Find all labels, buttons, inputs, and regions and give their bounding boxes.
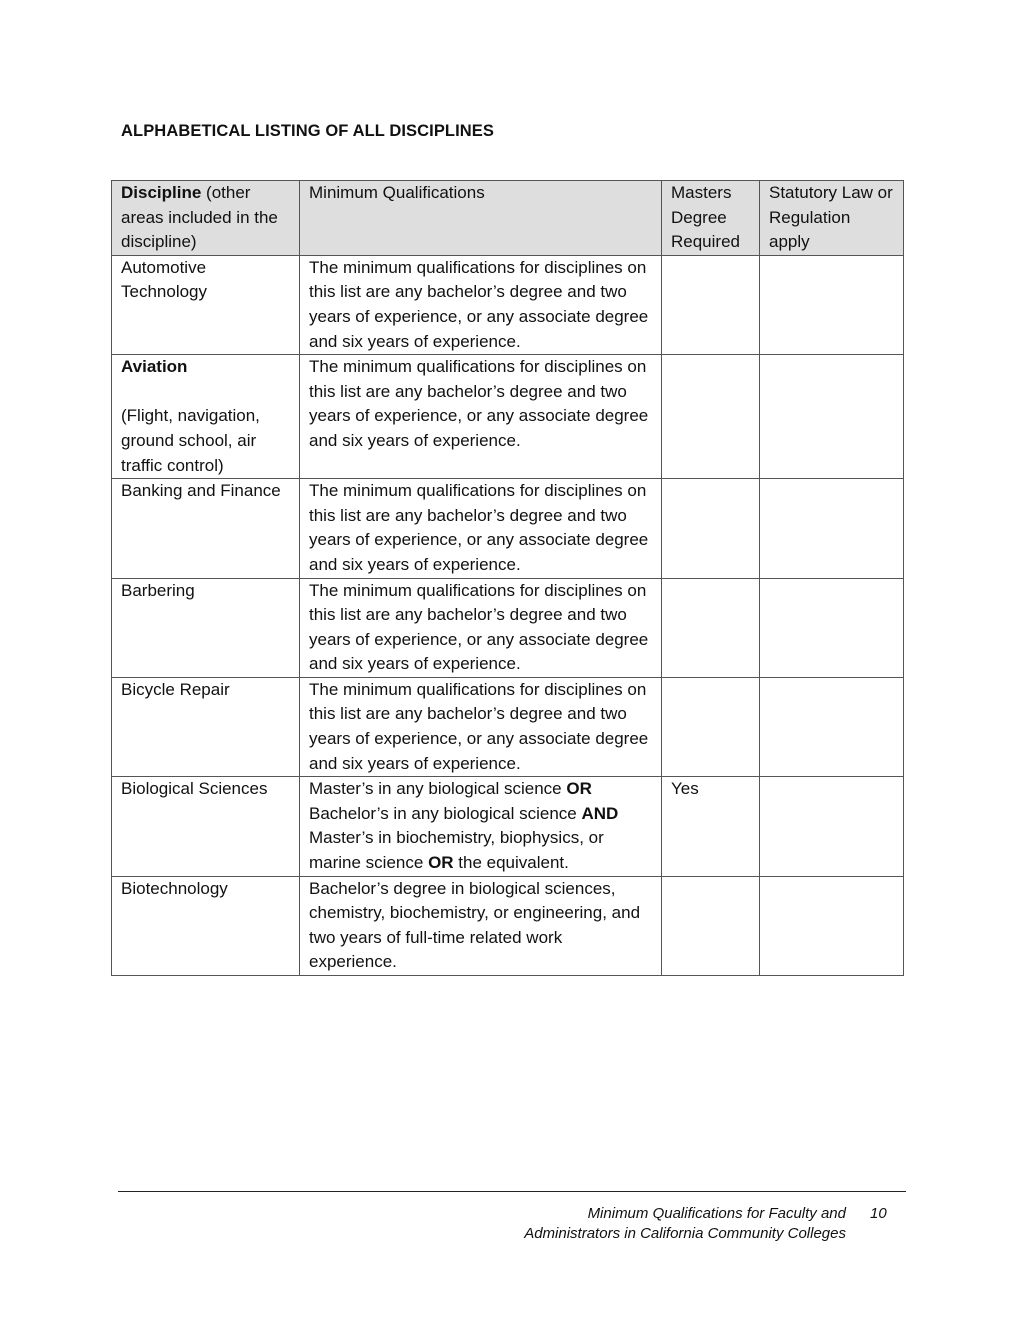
table-row [112,355,904,479]
table-row [112,479,904,578]
discipline-name: Banking and Finance [112,479,300,578]
discipline-name: Biological Sciences [112,777,300,876]
masters-cell [662,677,760,776]
mq-keyword-or: OR [428,853,454,873]
masters-cell [662,255,760,354]
table-row [112,677,904,776]
footer-title [524,1204,846,1243]
statutory-cell [760,876,904,975]
min-quals-cell: The minimum qualifications for disciplines on this list are any bachelor’s degree and two years of experience, or any associate degree and six years of experience. [300,355,662,479]
discipline-name: Automotive Technology [112,255,300,354]
mq-text: Master’s in any biological science [309,779,567,799]
statutory-cell [760,255,904,354]
header-statutory: Statutory Law or Regulation apply [760,181,904,256]
header-min-quals: Minimum Qualifications [300,181,662,256]
min-quals-cell: Bachelor’s degree in biological sciences, chemistry, biochemistry, or engineering, and two years of full-time related work experience. [300,876,662,975]
min-quals-cell: The minimum qualifications for disciplines on this list are any bachelor’s degree and two years of experience, or any associate degree and six years of experience. [300,677,662,776]
mq-text: the equivalent. [453,853,569,873]
discipline-name: Barbering [112,578,300,677]
header-masters: Masters Degree Required [662,181,760,256]
min-quals-cell [300,777,662,876]
statutory-cell [760,777,904,876]
mq-keyword-or: OR [566,779,592,799]
header-discipline [112,181,300,256]
masters-cell [662,578,760,677]
disciplines-table [111,180,904,976]
mq-keyword-and: AND [581,803,619,823]
table-row [112,876,904,975]
masters-cell [662,479,760,578]
header-discipline-label: Discipline [121,183,202,202]
min-quals-cell: The minimum qualifications for disciplines on this list are any bachelor’s degree and two years of experience, or any associate degree and six years of experience. [300,479,662,578]
discipline-name: Aviation [121,357,188,377]
discipline-cell [112,355,300,479]
statutory-cell [760,479,904,578]
mq-text: Master’s in biochemistry, biophysics, or marine science [309,828,604,873]
min-quals-cell: The minimum qualifications for disciplines on this list are any bachelor’s degree and two years of experience, or any associate degree and six years of experience. [300,255,662,354]
footer-line-1: Minimum Qualifications for Faculty and [587,1205,846,1222]
masters-cell [662,876,760,975]
min-quals-cell: The minimum qualifications for disciplines on this list are any bachelor’s degree and two years of experience, or any associate degree and six years of experience. [300,578,662,677]
table-row [112,578,904,677]
masters-cell [662,355,760,479]
statutory-cell [760,355,904,479]
statutory-cell [760,677,904,776]
page-number: 10 [870,1205,887,1222]
discipline-name: Bicycle Repair [112,677,300,776]
table-row [112,255,904,354]
discipline-subareas: (Flight, navigation, ground school, air traffic control) [121,406,260,475]
table-header-row [112,181,904,256]
discipline-name: Biotechnology [112,876,300,975]
masters-cell: Yes [662,777,760,876]
footer-divider [118,1191,906,1192]
footer-line-2: Administrators in California Community Colleges [524,1224,846,1242]
header-discipline-note: (other areas included in the discipline) [121,183,278,252]
statutory-cell [760,578,904,677]
page-title: ALPHABETICAL LISTING OF ALL DISCIPLINES [121,122,495,140]
mq-text: Bachelor’s in any biological science [309,803,582,823]
table-row [112,777,904,876]
